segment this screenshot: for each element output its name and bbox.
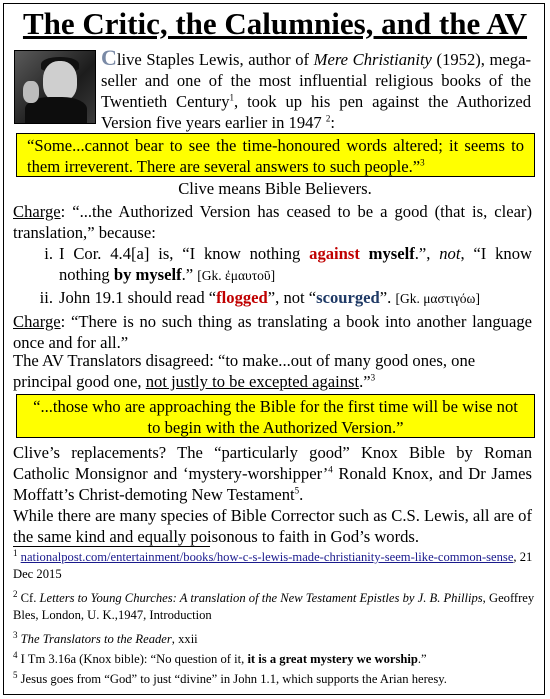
page-title: The Critic, the Calumnies, and the AV: [22, 6, 528, 41]
list-item: ii. John 19.1 should read “flogged”, not “scourged”. [Gk. μαστιγόω]: [39, 288, 480, 307]
charge-1-label: Charge: [13, 202, 61, 221]
highlight-against: against: [309, 244, 360, 263]
list-item: i. I Cor. 4.4[a] is, “I know nothing against myself.”, not, “I know nothing by myself.” [Gk. ἐμαυτοῦ]: [44, 244, 532, 284]
charge-1-text: : “...the Authorized Version has ceased to be a good (that is, clear) translation,” because:: [13, 202, 532, 242]
footnote-ref-3a: 3: [420, 157, 425, 168]
footnote-link[interactable]: nationalpost.com/entertainment/books/how-c-s-lewis-made-christianity-seem-like-common-sense: [20, 550, 514, 564]
footnote-ref-3b: 3: [370, 372, 376, 383]
intro-text-3: , took up his pen against the Authorized Version five years earlier in 1947: [101, 92, 531, 132]
charge-1: [13, 201, 532, 243]
footnote-ref-1: 1: [229, 92, 234, 103]
footnote-divider: [13, 546, 210, 547]
intro-text-2: (1952), mega-seller and one of the most influential religious books of the Twentieth Century: [101, 50, 531, 111]
replacements-paragraph: Clive’s replacements? The “particularly good” Knox Bible by Roman Catholic Monsignor and ‘mystery-worshipper’$^4$ Ronald Knox, and Dr James Moffatt’s Christ-demoting New Testament$^5$.: [13, 443, 532, 504]
charge-2-text: : “There is no such thing as translating a book into another language once and for all.”: [13, 312, 532, 352]
highlight-flogged: flogged: [216, 288, 268, 307]
drop-cap: C: [101, 45, 117, 70]
footnote-5: $^5$ Jesus goes from “God” to just “divine” in John 1.1, which supports the Arian heresy.: [13, 669, 447, 686]
clive-means: Clive means Bible Believers.: [178, 179, 372, 198]
footnote-ref-2: 2: [325, 113, 331, 124]
footnote-2: $^2$ Cf. Letters to Young Churches: A translation of the New Testament Epistles by J. B. Phillips, Geoffrey Bles, London, U. K.,1947, Introduction: [13, 588, 535, 622]
quote-box-1: [16, 133, 535, 177]
quote-box-2: “...those who are approaching the Bible for the first time will be wise not to begin with the Authorized Version.”: [16, 394, 535, 438]
footnote-3: $^3$ The Translators to the Reader, xxii: [13, 629, 198, 646]
footnote-1: $^1$ nationalpost.com/entertainment/books/how-c-s-lewis-made-christianity-seem-like-common-sense, 21 Dec 2015: [13, 547, 533, 581]
charge-list: [13, 243, 532, 309]
footnote-4: $^4$ I Tm 3.16a (Knox bible): “No question of it, it is a great mystery we worship.”: [13, 649, 427, 666]
book-title: Mere Christianity: [313, 50, 432, 69]
intro-paragraph: [101, 47, 531, 133]
greek-word: [Gk. ἐμαυτοῦ]: [197, 268, 276, 283]
charge-2-label: Charge: [13, 312, 61, 331]
author-photo: [14, 50, 96, 124]
translators-paragraph: The AV Translators disagreed: “to make...out of many good ones, one principal good one, not justly to be excepted against.”$^3$: [13, 351, 476, 391]
footnote-ref-5: 5: [294, 485, 300, 496]
footnote-ref-4: 4: [328, 464, 333, 475]
highlight-scourged: scourged: [316, 288, 380, 307]
greek-word: [Gk. μαστιγόω]: [395, 291, 480, 306]
intro-text-4: :: [330, 113, 335, 132]
conclusion-paragraph: While there are many species of Bible Corrector such as C.S. Lewis, all are of the same kind and equally poisonous to faith in God’s words.: [13, 506, 532, 546]
charge-2: [13, 311, 532, 353]
intro-text-1: live Staples Lewis, author of: [116, 50, 314, 69]
quote-1-text: “Some...cannot bear to see the time-honoured words altered; it seems to them irreverent. There are several answers to such people.”: [27, 136, 524, 176]
